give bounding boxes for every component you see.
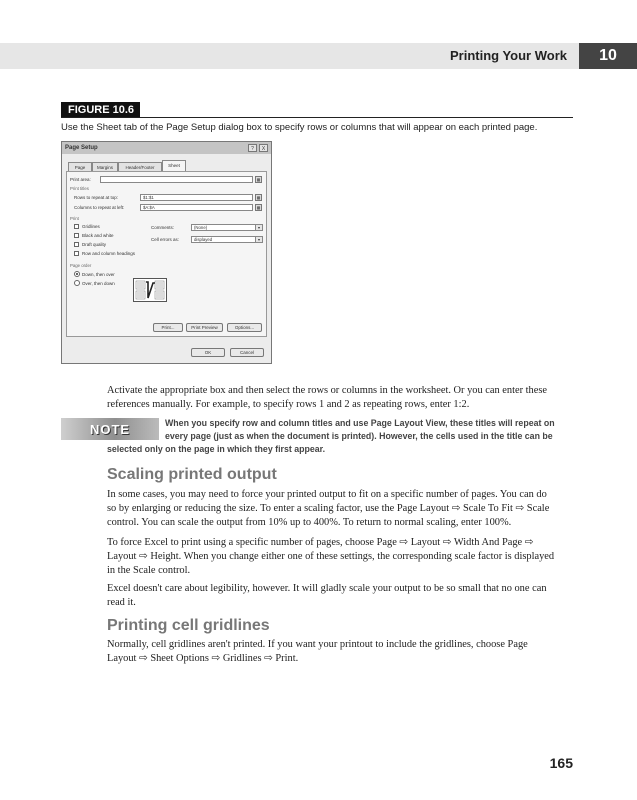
over-then-down-radio[interactable] [74,280,80,286]
gridlines-checkbox[interactable] [74,224,79,229]
paragraph-3-line-2: Layout ⇨ Height. When you change either one of these settings, the corresponding scale factor is displayed [107,551,555,562]
gridlines-label: Gridlines [82,224,100,229]
note-line-1: When you specify row and column titles and use Page Layout View, these titles will repeat on [165,418,555,428]
note-banner [61,418,159,440]
tab-page[interactable]: Page [68,162,92,171]
cols-repeat-input[interactable]: $A:$A [140,204,253,211]
cell-errors-select[interactable] [191,236,263,243]
page-order-preview-icon [133,278,167,302]
paragraph-4-line-2: read it. [107,597,136,608]
paragraph-2-line-2: so by enlarging or reducing the size. To enter a scaling factor, use the Page Layout ⇨ Scale To Fit ⇨ Scale [107,503,550,514]
options-button[interactable]: Options... [227,323,262,332]
black-white-label: Black and white [82,233,114,238]
dialog-title: Page Setup [62,142,271,154]
paragraph-3-line-1: To force Excel to print using a specific number of pages, choose Page ⇨ Layout ⇨ Width And Page ⇨ [107,537,534,548]
page-order-section: Page order [70,263,92,268]
cell-errors-value: displayed [194,237,213,242]
close-button[interactable]: X [259,144,268,152]
paragraph-5-line-2: Layout ⇨ Sheet Options ⇨ Gridlines ⇨ Print. [107,653,299,664]
paragraph-1-line-2: references manually. For example, to specify rows 1 and 2 as repeating rows, enter 1:2. [107,399,470,410]
print-area-input[interactable] [100,176,253,183]
print-area-picker-icon[interactable]: ▦ [256,177,261,182]
heading-gridlines: Printing cell gridlines [107,617,270,634]
tab-header-footer[interactable]: Header/Footer [118,162,162,171]
draft-quality-checkbox[interactable] [74,242,79,247]
black-white-checkbox[interactable] [74,233,79,238]
comments-select[interactable] [191,224,263,231]
cell-errors-label: Cell errors as: [151,237,180,242]
chevron-down-icon: ▾ [255,225,262,230]
paragraph-3-line-3: in the Scale control. [107,565,191,576]
ok-button[interactable]: OK [191,348,225,357]
chevron-down-icon: ▾ [255,237,262,242]
cols-repeat-label: Columns to repeat at left: [74,205,125,210]
rows-repeat-picker-icon[interactable]: ▦ [256,195,261,200]
note-line-2: every page (just as when the document is printed). However, the cells used in the title can be [165,431,553,441]
tab-sheet[interactable]: Sheet [162,160,186,172]
figure-rule [61,117,573,118]
down-then-over-radio[interactable] [74,271,80,277]
heading-scaling: Scaling printed output [107,466,277,483]
row-col-headings-checkbox[interactable] [74,251,79,256]
paragraph-2-line-3: control. You can scale the output from 10% up to 400%. To return to normal scaling, enter 100%. [107,517,512,528]
cancel-button[interactable]: Cancel [230,348,264,357]
down-then-over-label: Down, then over [82,272,115,277]
rows-repeat-label: Rows to repeat at top: [74,195,119,200]
page-setup-dialog [61,141,272,364]
figure-label: FIGURE 10.6 [61,102,140,118]
figure-caption: Use the Sheet tab of the Page Setup dialog box to specify rows or columns that will appear on each printed page. [61,122,538,133]
comments-value: (None) [194,225,208,230]
chapter-number: 10 [579,43,637,69]
print-preview-button[interactable]: Print Preview [186,323,223,332]
sheet-panel [66,171,267,337]
paragraph-4-line-1: Excel doesn't care about legibility, however. It will gladly scale your output to be so small that no one can [107,583,547,594]
paragraph-5-line-1: Normally, cell gridlines aren't printed. If you want your printout to include the gridlines, choose Page [107,639,528,650]
row-col-headings-label: Row and column headings [82,251,136,256]
page-number: 165 [549,755,573,771]
print-button[interactable]: Print... [153,323,183,332]
note-label: NOTE [89,421,131,437]
print-area-label: Print area: [70,177,91,182]
rows-repeat-input[interactable]: $1:$1 [140,194,253,201]
paragraph-2-line-1: In some cases, you may need to force your printed output to fit on a specific number of pages. You can do [107,489,547,500]
help-button[interactable]: ? [248,144,257,152]
note-line-3: selected only on the page in which they first appear. [107,444,326,454]
paragraph-1-line-1: Activate the appropriate box and then select the rows or columns in the worksheet. Or you can enter these [107,385,548,396]
running-title: Printing Your Work [449,48,567,63]
cols-repeat-picker-icon[interactable]: ▦ [256,205,261,210]
print-titles-section: Print titles [70,186,89,191]
comments-label: Comments: [151,225,175,230]
over-then-down-label: Over, then down [82,281,115,286]
tab-margins[interactable]: Margins [92,162,118,171]
print-section: Print [70,216,79,221]
draft-quality-label: Draft quality [82,242,107,247]
